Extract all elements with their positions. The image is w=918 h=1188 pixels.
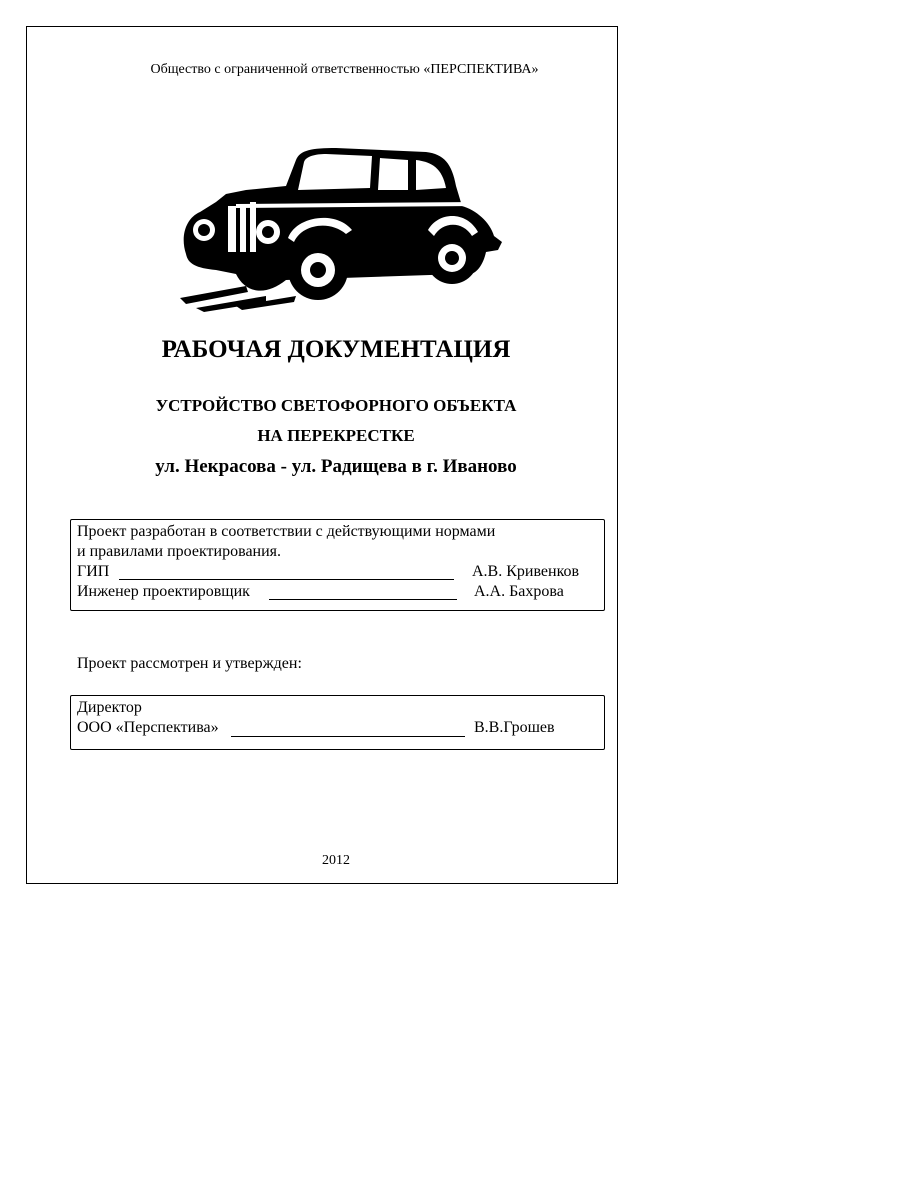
gip-label: ГИП <box>77 563 110 580</box>
gip-name: А.В. Кривенков <box>472 563 580 580</box>
document-title: РАБОЧАЯ ДОКУМЕНТАЦИЯ <box>161 336 511 363</box>
approval-signature-line <box>231 736 465 737</box>
document-year: 2012 <box>322 853 350 868</box>
address: ул. Некрасова - ул. Радищева в г. Иваново <box>155 456 517 477</box>
approval-box <box>70 695 605 750</box>
statement-line-1: Проект разработан в соответствии с действующими нормами <box>77 523 496 540</box>
approval-company: ООО «Перспектива» <box>77 719 219 736</box>
engineer-signature-line <box>269 599 457 600</box>
engineer-name: А.А. Бахрова <box>474 583 564 600</box>
organization-name: Общество с ограниченной ответственностью «ПЕРСПЕКТИВА» <box>150 62 539 77</box>
subtitle-line-2: НА ПЕРЕКРЕСТКЕ <box>257 426 415 445</box>
approval-heading: Проект рассмотрен и утвержден: <box>77 655 302 672</box>
developers-box <box>70 519 605 611</box>
approval-name: В.В.Грошев <box>474 719 555 736</box>
gip-signature-line <box>119 579 454 580</box>
vintage-car-icon <box>176 146 508 312</box>
statement-line-2: и правилами проектирования. <box>77 543 282 560</box>
subtitle-line-1: УСТРОЙСТВО СВЕТОФОРНОГО ОБЪЕКТА <box>155 396 517 415</box>
approval-position: Директор <box>77 699 142 716</box>
engineer-label: Инженер проектировщик <box>77 583 250 600</box>
